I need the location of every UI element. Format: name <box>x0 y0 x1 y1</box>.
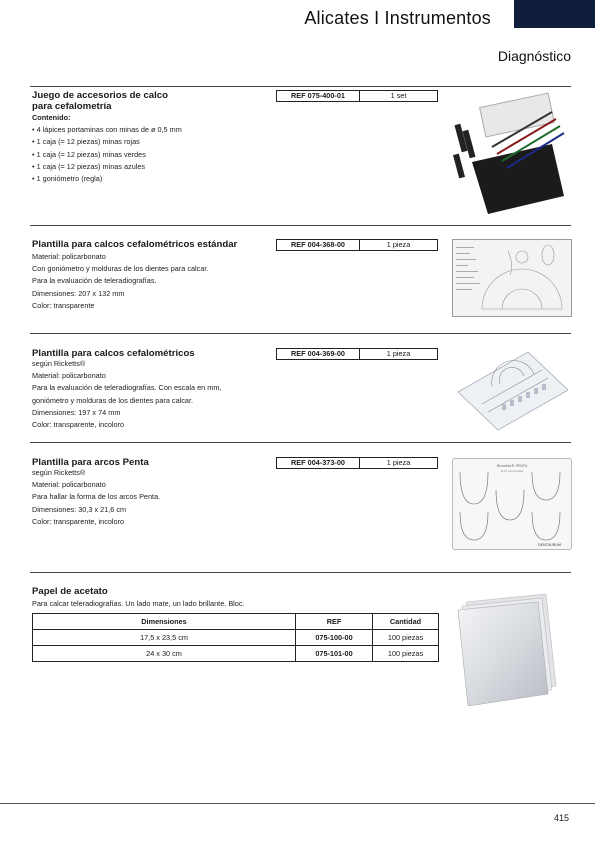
product-image-tracing-set <box>452 92 572 216</box>
table-row <box>33 646 439 662</box>
ref-box <box>276 348 438 360</box>
description-line: Con goniómetro y molduras de los dientes para calcar. <box>32 264 209 274</box>
description-line: • 4 lápices portaminas con minas de ø 0,5 mm <box>32 125 182 135</box>
divider <box>30 572 571 573</box>
acetate-table <box>32 613 439 662</box>
description-line: Color: transparente, incoloro <box>32 420 125 430</box>
divider <box>30 442 571 443</box>
product-title: Plantilla para calcos cefalométricos estándar <box>32 239 238 250</box>
description-line: Material: policarbonato <box>32 480 106 490</box>
description-line: Dimensiones: 197 x 74 mm <box>32 407 121 417</box>
ref-code: REF 004-368-00 <box>277 240 360 250</box>
table-cell: 100 piezas <box>373 646 439 662</box>
table-header: REF <box>296 614 373 630</box>
product-title-line: para cefalometría <box>32 101 112 112</box>
description-line: Para la evaluación de teleradiografías. <box>32 276 157 286</box>
table-header: Cantidad <box>373 614 439 630</box>
description-line: • 1 goniómetro (regla) <box>32 174 103 184</box>
ref-code: REF 075-400-01 <box>277 91 360 101</box>
product-title: Plantilla para calcos cefalométricos <box>32 348 195 359</box>
description-line: según Ricketts® <box>32 359 86 368</box>
description-line: • 1 caja (= 12 piezas) minas verdes <box>32 149 146 159</box>
product-description <box>32 598 245 610</box>
ref-code: REF 004-369-00 <box>277 349 360 359</box>
product-description <box>32 251 208 312</box>
page-number: 415 <box>553 813 569 823</box>
header-accent-block <box>514 0 595 28</box>
description-line: Para calcar teleradiografías. Un lado mate, un lado brillante. Bloc. <box>32 599 245 608</box>
product-description <box>32 467 160 528</box>
footer-divider <box>0 803 595 804</box>
ref-quantity: 1 pieza <box>386 240 411 249</box>
divider <box>30 86 571 87</box>
page-title: Alicates I Instrumentos <box>304 8 491 28</box>
description-line: goniómetro y molduras de los dientes para calcar. <box>32 395 194 405</box>
description-line: Color: transparente <box>32 300 95 310</box>
description-line: Material: policarbonato <box>32 371 106 381</box>
product-image-standard-template <box>452 239 572 317</box>
description-line: según Ricketts® <box>32 468 86 477</box>
table-cell: 24 x 30 cm <box>33 646 296 662</box>
description-line: Material: policarbonato <box>32 252 106 261</box>
product-description <box>32 112 182 185</box>
description-line: Para hallar la forma de los arcos Penta. <box>32 492 161 502</box>
section-title: Diagnóstico <box>497 48 571 64</box>
product-image-acetate-paper <box>452 590 572 706</box>
ref-box <box>276 90 438 102</box>
description-line: • 1 caja (= 12 piezas) minas azules <box>32 161 146 171</box>
penta-template-subtitle: arch templates <box>500 469 524 473</box>
product-description <box>32 358 221 431</box>
divider <box>30 225 571 226</box>
ref-box <box>276 457 438 469</box>
product-title <box>32 90 168 112</box>
table-header: Dimensiones <box>33 614 296 630</box>
ref-quantity: 1 set <box>390 91 407 100</box>
ref-quantity: 1 pieza <box>386 349 411 358</box>
product-title-line: Juego de accesorios de calco <box>32 90 168 101</box>
table-cell: 075-101-00 <box>296 646 373 662</box>
brand-label: DENTAURUM <box>538 543 561 547</box>
divider <box>30 333 571 334</box>
ref-box <box>276 239 438 251</box>
product-image-ricketts-template <box>452 346 572 432</box>
ref-code: REF 004-373-00 <box>277 458 360 468</box>
table-header-row <box>33 614 439 630</box>
product-title: Papel de acetato <box>32 586 108 597</box>
table-row <box>33 630 439 646</box>
description-line: Dimensiones: 30,3 x 21,6 cm <box>32 504 127 514</box>
description-line: Dimensiones: 207 x 132 mm <box>32 288 125 298</box>
table-cell: 075-100-00 <box>296 630 373 646</box>
penta-template-title: Ricketts® PENTA <box>496 464 528 468</box>
table-cell: 100 piezas <box>373 630 439 646</box>
ref-quantity: 1 pieza <box>386 458 411 467</box>
description-line: Contenido: <box>32 113 71 122</box>
product-image-penta-template <box>452 458 572 550</box>
description-line: Para la evaluación de teleradiografías. Con escala en mm, <box>32 383 222 393</box>
description-line: • 1 caja (= 12 piezas) minas rojas <box>32 137 140 147</box>
table-cell: 17,5 x 23,5 cm <box>33 630 296 646</box>
product-title: Plantilla para arcos Penta <box>32 457 149 468</box>
description-line: Color: transparente, incoloro <box>32 516 125 526</box>
